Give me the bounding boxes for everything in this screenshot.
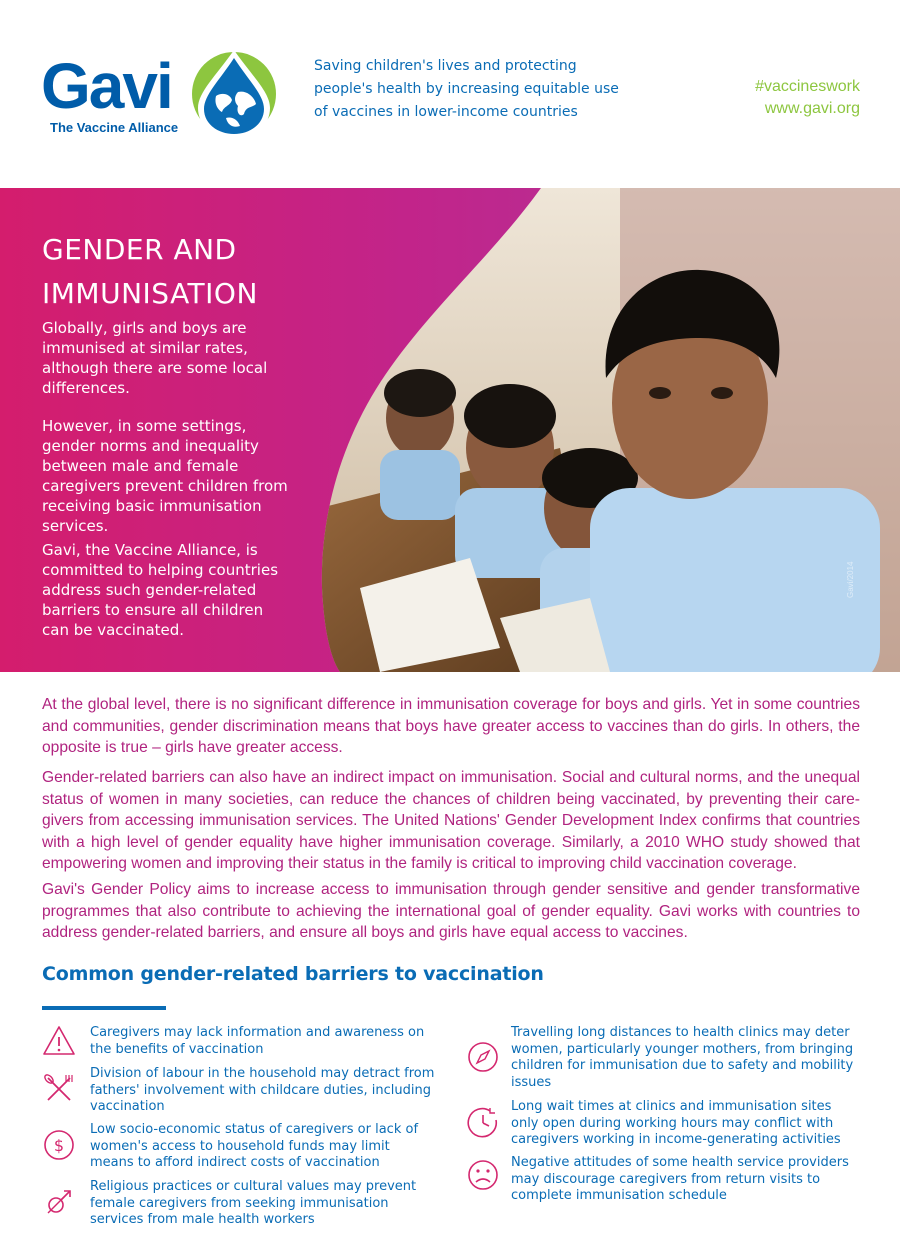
title-line-2: IMMUNISATION (42, 277, 258, 310)
gavi-logo-wordmark: Gavi (41, 50, 172, 122)
barrier-item-right-2: Long wait times at clinics and immunisation sites only open during working hours may conflict with caregivers working in income-generating activities (511, 1099, 841, 1147)
clock-icon (466, 1106, 500, 1140)
website-link[interactable]: www.gavi.org (764, 100, 860, 117)
dollar-icon (42, 1128, 76, 1162)
hashtag-link[interactable]: #vaccineswork (755, 78, 860, 95)
hero-banner (0, 188, 900, 672)
photo-credit: Gavi/2014 (846, 561, 855, 598)
title-line-1: GENDER AND (42, 233, 237, 266)
body-paragraph-2: Gender-related barriers can also have an indirect impact on immunisation. Social and cultural norms, and the unequal status of women in many societies, can reduce the chances of children being vaccinated, by preventing their care-givers from accessing immunisation services. The United Nations' Gender Development Index confirms that countries with a high level of gender equality have higher immunisation coverage. Similarly, a 2010 WHO study showed that empowering women and improving their status in the family is critical to improving child vaccination coverage. (42, 769, 860, 872)
section-divider (42, 1006, 166, 1010)
sad-face-icon (466, 1158, 500, 1192)
gavi-drop-globe-icon (186, 44, 282, 140)
compass-icon (466, 1040, 500, 1074)
hero-paragraph-2: However, in some settings, gender norms and inequality between male and female caregivers prevent children from receiving basic immunisation services. (42, 417, 288, 535)
tagline: Saving children's lives and protecting people's health by increasing equitable use of vaccines in lower-income countries (314, 58, 619, 120)
gender-icon (42, 1186, 76, 1220)
body-paragraph-3: Gavi's Gender Policy aims to increase access to immunisation through gender sensitive and gender transformative programmes that also contribute to achieving the international goal of gender equality. Gavi works with countries to address gender-related barriers, and ensure all boys and girls have equal access to vaccines. (42, 881, 860, 941)
barrier-item-left-3: Low socio-economic status of caregivers or lack of women's access to household funds may limit means to afford indirect costs of vaccination (90, 1122, 419, 1170)
barrier-item-left-1: Caregivers may lack information and awareness on the benefits of vaccination (90, 1025, 425, 1057)
body-paragraph-1: At the global level, there is no significant difference in immunisation coverage for boys and girls. Yet in some countries and communities, gender discrimination means that boys have greater access to vaccines than do girls. In others, the opposite is true – girls have greater access. (42, 696, 860, 756)
barrier-item-left-2: Division of labour in the household may detract from fathers' involvement with childcare duties, including vaccination (90, 1066, 435, 1114)
hero-paragraph-3: Gavi, the Vaccine Alliance, is committed to helping countries address such gender-related barriers to ensure all children can be vaccinated. (42, 541, 279, 639)
page-header (0, 0, 900, 188)
barrier-item-right-3: Negative attitudes of some health service providers may discourage caregivers from return visits to complete immunisation schedule (511, 1155, 849, 1203)
page-title (42, 228, 258, 316)
barriers-section-title: Common gender-related barriers to vaccination (42, 963, 544, 985)
gavi-logo-subtitle: The Vaccine Alliance (50, 120, 179, 135)
barrier-item-right-1: Travelling long distances to health clinics may deter women, particularly younger mothers, from bringing children for immunisation due to safety and mobility issues (511, 1025, 854, 1090)
fork-knife-icon (42, 1072, 76, 1106)
hero-paragraph-1: Globally, girls and boys are immunised at similar rates, although there are some local differences. (42, 319, 268, 397)
svg-text:$: $ (53, 1136, 65, 1155)
barrier-item-left-4: Religious practices or cultural values may prevent female caregivers from seeking immunisation services from male health workers (90, 1179, 417, 1227)
warning-icon (42, 1024, 76, 1058)
